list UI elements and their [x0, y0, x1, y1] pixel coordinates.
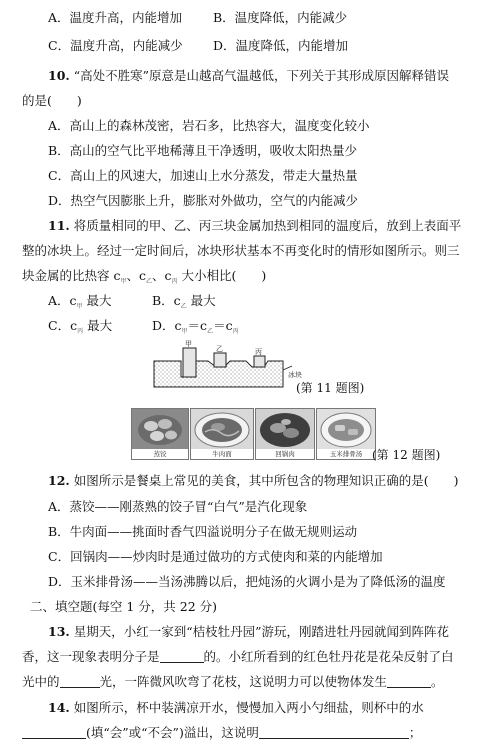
q11-d-eq-1: ＝c	[187, 318, 208, 333]
metal-block-jia	[183, 348, 196, 377]
q12-option-c: C．回锅肉——炒肉时是通过做功的方式使肉和菜的内能增加	[48, 549, 383, 564]
soup-illustration	[317, 409, 375, 449]
q13-line1-text: 星期天，小红一家到“桔枝牡丹园”游玩，刚踏进牡丹园就闻到阵阵花	[73, 624, 450, 639]
photo-caption-2: 牛肉面	[191, 449, 253, 459]
q12-option-a: A．蒸饺——刚蒸熟的饺子冒“白气”是汽化现象	[48, 499, 308, 514]
label-ice: 冰块	[288, 371, 302, 379]
pork-illustration	[256, 409, 314, 449]
q14-line2	[22, 724, 421, 742]
q9-option-b: B．温度降低，内能减少	[213, 10, 348, 25]
q11-c-sub: 丙	[77, 328, 84, 335]
photo-caption-3: 回锅肉	[256, 449, 314, 459]
label-jia: 甲	[185, 340, 192, 348]
q11-b-sub: 乙	[180, 303, 187, 310]
q13-blank-1[interactable]	[160, 649, 204, 663]
q10-option-c: C．高山上的风速大，加速山上水分蒸发，带走大量热量	[48, 168, 358, 183]
q11-figure-caption: (第 11 题图)	[296, 381, 365, 395]
q13-line3	[22, 673, 444, 691]
q11-sep-1: 、c	[126, 268, 147, 283]
q14-line1-text: 如图所示，杯中装满凉开水，慢慢加入两小勺细盐，则杯中的水	[73, 700, 424, 715]
q12-figure-caption: (第 12 题图)	[372, 448, 441, 462]
q12-option-d: D．玉米排骨汤——当汤沸腾以后，把炖汤的火调小是为了降低汤的温度	[48, 574, 446, 589]
label-bing: 丙	[255, 348, 262, 356]
photo-caption-1: 蒸饺	[132, 449, 188, 459]
q14-blank-1[interactable]	[22, 725, 86, 739]
q11-c-suffix: 最大	[83, 318, 113, 333]
q14-number: 14.	[48, 700, 70, 715]
photo-corn-rib-soup	[316, 408, 376, 460]
q10-option-d: D．热空气因膨胀上升，膨胀对外做功，空气的内能减少	[48, 193, 359, 208]
q13-line2-a: 香，这一现象表明分子是	[22, 649, 160, 664]
photo-caption-4: 玉米排骨汤	[317, 449, 375, 459]
label-yi: 乙	[216, 345, 223, 353]
q13-line3-c: 。	[431, 674, 444, 689]
q11-c-prefix: C．c	[48, 318, 78, 333]
q11-stem-suffix: 大小相比( )	[177, 268, 267, 283]
q9-option-d: D．温度降低，内能增加	[213, 38, 349, 53]
q13-line1	[48, 623, 449, 641]
q11-ice-figure	[150, 337, 310, 393]
q11-option-c	[48, 317, 112, 341]
photo-twice-cooked-pork	[255, 408, 315, 460]
q10-option-b: B．高山的空气比平地稀薄且干净透明，吸收太阳热量少	[48, 143, 358, 158]
q12-stem	[48, 472, 459, 490]
q13-number: 13.	[48, 624, 70, 639]
q11-sub-bing: 丙	[171, 278, 178, 285]
q9-option-a: A．温度升高，内能增加	[48, 10, 183, 25]
q11-sub-yi: 乙	[146, 278, 153, 285]
q12-number: 12.	[48, 473, 70, 488]
q14-line2-b: ；	[408, 725, 422, 740]
q11-d-prefix: D．c	[152, 318, 182, 333]
q13-line2	[22, 648, 454, 666]
q11-sep-2: 、c	[152, 268, 172, 283]
metal-block-bing	[254, 356, 265, 367]
q10-stem-text: “高处不胜寒”原意是山越高气温越低，下列关于其形成原因解释错误	[73, 68, 450, 83]
noodles-illustration	[191, 409, 253, 449]
q11-a-suffix: 最大	[82, 293, 112, 308]
dumplings-illustration	[132, 409, 188, 449]
q11-stem-line3	[22, 267, 266, 291]
q11-a-sub: 甲	[76, 303, 83, 310]
q13-blank-2[interactable]	[60, 674, 100, 688]
q13-line3-a: 光中的	[22, 674, 60, 689]
q11-stem-prefix: 块金属的比热容 c	[22, 268, 121, 283]
metal-block-yi	[214, 353, 226, 367]
q10-option-a: A．高山上的森林茂密，岩石多，比热容大，温度变化较小	[48, 118, 370, 133]
photo-beef-noodles	[190, 408, 254, 460]
section-2-title: 二、填空题(每空 1 分，共 22 分)	[30, 599, 218, 614]
q14-line2-a: (填“会”或“不会”)溢出，这说明	[86, 725, 259, 740]
q11-d-sub-2: 乙	[207, 328, 214, 335]
q12-option-b: B．牛肉面——挑面时香气四溢说明分子在做无规则运动	[48, 524, 358, 539]
q9-option-c: C．温度升高，内能减少	[48, 38, 183, 53]
q11-d-sub-1: 甲	[181, 328, 188, 335]
ice-pointer-line	[283, 366, 292, 370]
q13-line3-b: 光，一阵微风吹弯了花枝，这说明力可以使物体发生	[99, 674, 388, 689]
q11-stem-line2: 整的冰块上。经过一定时间后，冰块形状基本不再变化时的情形如图所示。则三	[22, 243, 460, 258]
q11-stem-text: 将质量相同的甲、乙、丙三块金属加热到相同的温度后，放到上表面平	[73, 218, 462, 233]
q11-option-b	[152, 292, 216, 316]
q11-b-prefix: B．c	[152, 293, 181, 308]
q11-a-prefix: A．c	[48, 293, 77, 308]
q11-option-a	[48, 292, 112, 316]
q10-number: 10.	[48, 68, 70, 83]
q11-d-eq-2: ＝c	[213, 318, 233, 333]
q14-blank-2[interactable]	[259, 725, 409, 739]
q13-blank-3[interactable]	[387, 674, 431, 688]
q10-stem-line2: 的是( )	[22, 93, 82, 108]
q10-stem-line1	[48, 67, 449, 85]
photo-steamed-dumplings	[131, 408, 189, 460]
q11-b-suffix: 最大	[186, 293, 216, 308]
q12-stem-text: 如图所示是餐桌上常见的美食，其中所包含的物理知识正确的是( )	[73, 473, 459, 488]
q13-line2-b: 的。小红所看到的红色牡丹花是花朵反射了白	[203, 649, 454, 664]
q11-d-sub-3: 丙	[232, 328, 239, 335]
q11-sub-jia: 甲	[120, 278, 127, 285]
q14-line1	[48, 699, 424, 717]
q11-stem-line1	[48, 217, 461, 235]
q11-number: 11.	[48, 218, 70, 233]
